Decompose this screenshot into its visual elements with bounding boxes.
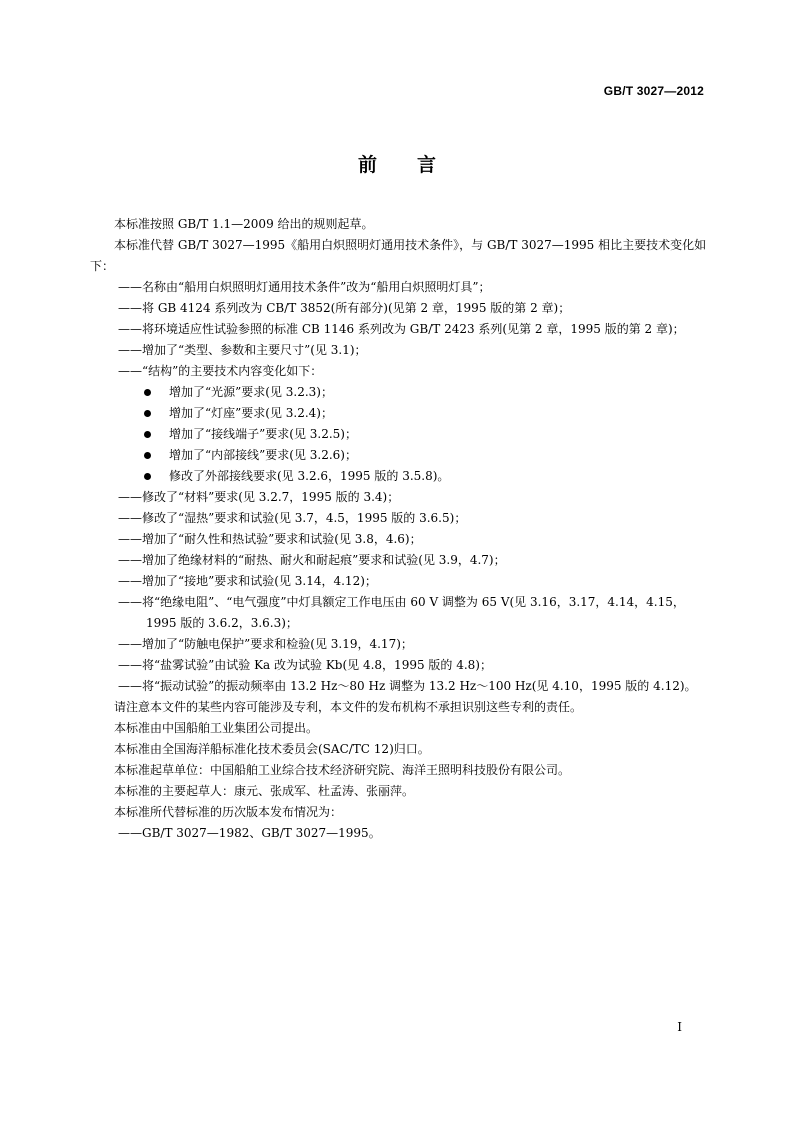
paragraph: 本标准所代替标准的历次版本发布情况为： xyxy=(114,805,343,819)
paragraph: 本标准由中国船舶工业集团公司提出。 xyxy=(114,721,319,735)
bullet-dot-icon xyxy=(144,431,151,438)
dash-list-item: ——将“振动试验”的振动频率由 13.2 Hz～80 Hz 调整为 13.2 Hz～100 Hz(见 4.10，1995 版的 4.12)。 xyxy=(118,679,697,693)
bullet-text: 增加了“接线端子”要求(见 3.2.5)； xyxy=(169,427,357,441)
dash-list-item: ——“结构”的主要技术内容变化如下： xyxy=(118,364,323,378)
paragraph: 本标准按照 GB/T 1.1—2009 给出的规则起草。 xyxy=(114,217,374,231)
page-number: I xyxy=(677,1020,682,1034)
document-code: GB/T 3027—2012 xyxy=(603,84,704,98)
bullet-text: 增加了“灯座”要求(见 3.2.4)； xyxy=(169,406,333,420)
dash-list-item: ——将“绝缘电阻”、“电气强度”中灯具额定工作电压由 60 V 调整为 65 V(见 3.16，3.17，4.14，4.15，1995 版的 3.6.2，3.6.3)； xyxy=(118,595,685,630)
paragraph: 本标准代替 GB/T 3027—1995《船用白炽照明灯通用技术条件》，与 GB/T 3027—1995 相比主要技术变化如下： xyxy=(90,238,707,273)
bullet-list-item xyxy=(90,466,714,487)
dash-list-item: ——增加了“耐久性和热试验”要求和试验(见 3.8，4.6)； xyxy=(118,532,422,546)
dash-list-item: ——增加了绝缘材料的“耐热、耐火和耐起痕”要求和试验(见 3.9，4.7)； xyxy=(118,553,506,567)
bullet-list-item xyxy=(90,382,714,403)
paragraph: 本标准的主要起草人：康元、张成军、杜孟涛、张丽萍。 xyxy=(114,784,415,798)
bullet-text: 修改了外部接线要求(见 3.2.6，1995 版的 3.5.8)。 xyxy=(169,469,450,483)
paragraph: 请注意本文件的某些内容可能涉及专利，本文件的发布机构不承担识别这些专利的责任。 xyxy=(114,700,583,714)
bullet-dot-icon xyxy=(144,389,151,396)
dash-list-item: ——增加了“类型、参数和主要尺寸”(见 3.1)； xyxy=(118,343,367,357)
bullet-list-item xyxy=(90,445,714,466)
bullet-text: 增加了“内部接线”要求(见 3.2.6)； xyxy=(169,448,357,462)
dash-list-item: ——增加了“防触电保护”要求和检验(见 3.19，4.17)； xyxy=(118,637,413,651)
dash-list-item: ——修改了“材料”要求(见 3.2.7，1995 版的 3.4)； xyxy=(118,490,400,504)
paragraph: 本标准由全国海洋船标准化技术委员会(SAC/TC 12)归口。 xyxy=(114,742,430,756)
dash-list-item: ——将 GB 4124 系列改为 CB/T 3852(所有部分)(见第 2 章，1995 版的第 2 章)； xyxy=(118,301,571,315)
bullet-list-item xyxy=(90,424,714,445)
bullet-text: 增加了“光源”要求(见 3.2.3)； xyxy=(169,385,333,399)
dash-list-item: ——修改了“湿热”要求和试验(见 3.7，4.5，1995 版的 3.6.5)； xyxy=(118,511,467,525)
dash-list-item: ——增加了“接地”要求和试验(见 3.14，4.12)； xyxy=(118,574,377,588)
page-title: 前言 xyxy=(357,154,476,176)
dash-list-item: ——名称由“船用白炽照明灯通用技术条件”改为“船用白炽照明灯具”； xyxy=(118,280,491,294)
bullet-dot-icon xyxy=(144,473,151,480)
bullet-dot-icon xyxy=(144,410,151,417)
dash-list-item: ——将“盐雾试验”由试验 Ka 改为试验 Kb(见 4.8，1995 版的 4.8)； xyxy=(118,658,492,672)
dash-list-item: ——将环境适应性试验参照的标准 CB 1146 系列改为 GB/T 2423 系列(见第 2 章，1995 版的第 2 章)； xyxy=(118,322,685,336)
paragraph: 本标准起草单位：中国船舶工业综合技术经济研究院、海洋王照明科技股份有限公司。 xyxy=(114,763,571,777)
bullet-list-item xyxy=(90,403,714,424)
foreword-body xyxy=(90,214,714,844)
dash-list-item: ——GB/T 3027—1982、GB/T 3027—1995。 xyxy=(118,826,381,840)
bullet-dot-icon xyxy=(144,452,151,459)
